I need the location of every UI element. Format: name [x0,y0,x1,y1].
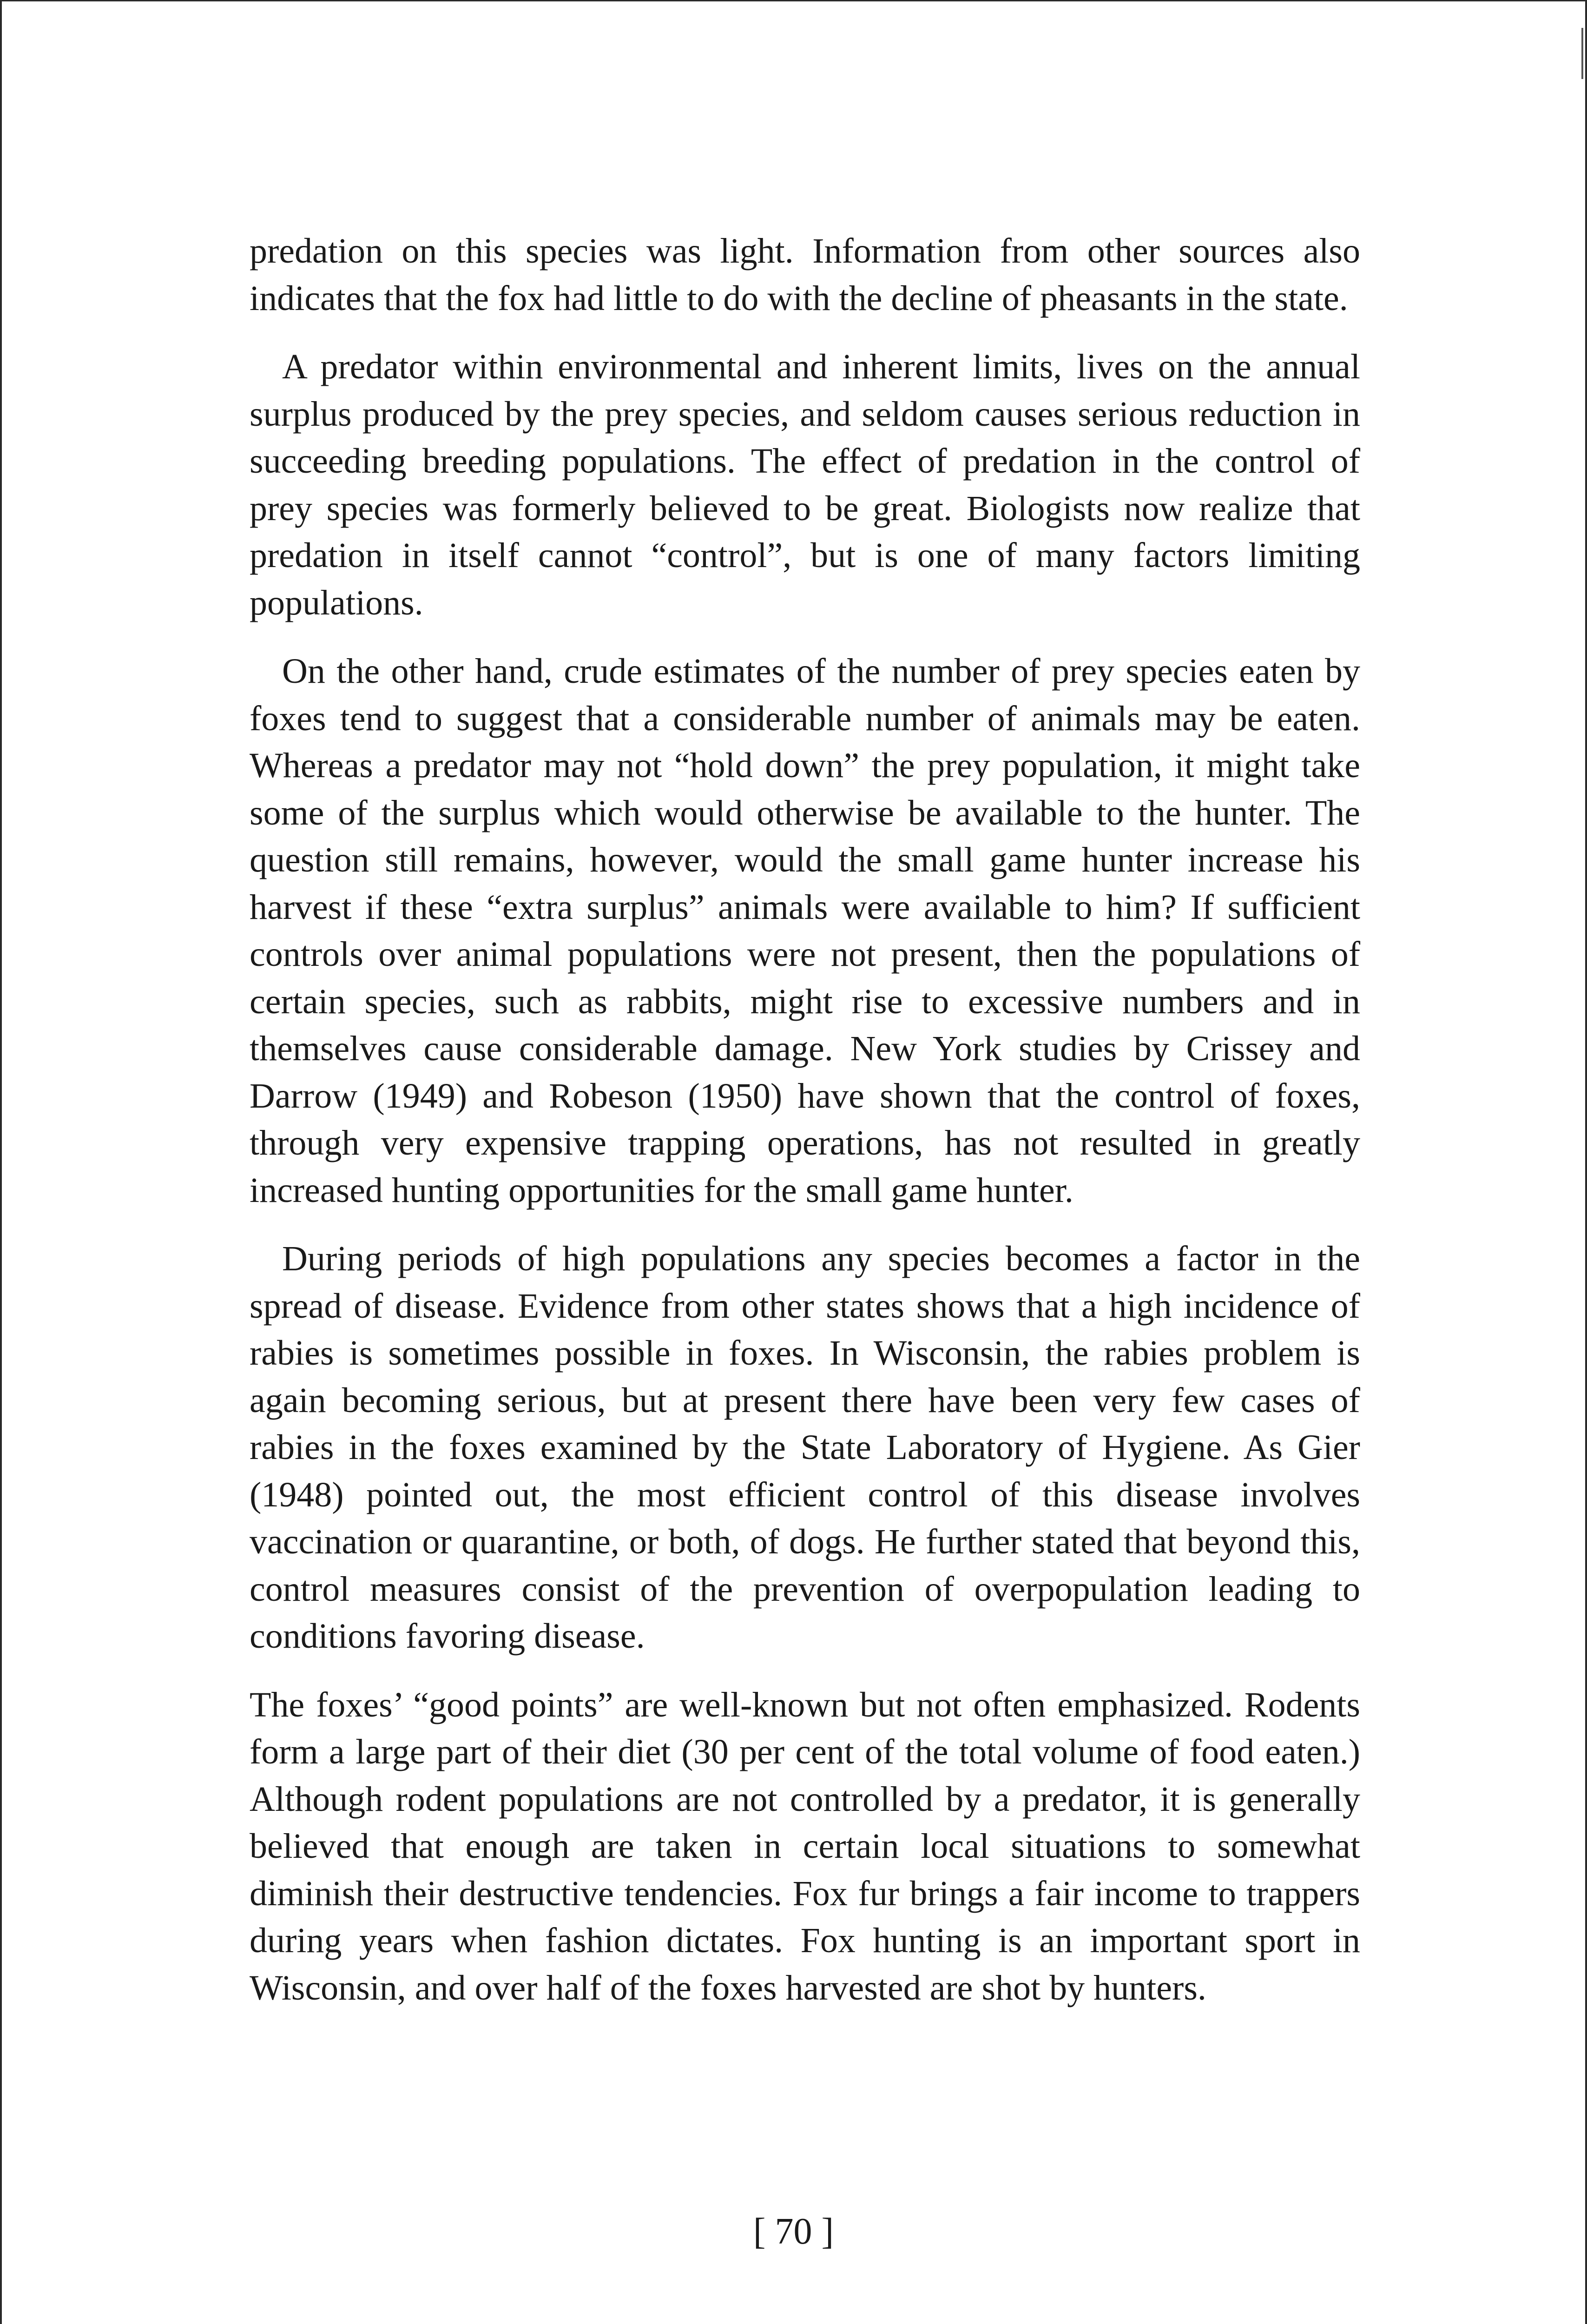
paragraph-2: A predator within environmental and inherent limits, lives on the annual surplus produced by the prey species, and seldom causes serious reduction in succeeding breeding populations. The effect of predation in the control of prey species was formerly believed to be great. Biologists now realize that predation in itself cannot “control”, but is one of many factors limiting populations. [250,347,1360,622]
paragraph-4: During periods of high populations any species becomes a factor in the spread of disease. Evidence from other states shows that a high incidence of rabies is sometimes possible in foxes. In Wisconsin, the rabies problem is again becoming serious, but at present there have been very few cases of rabies in the foxes examined by the State Laboratory of Hygiene. As Gier (1948) pointed out, the most efficient control of this disease involves vaccination or quarantine, or both, of dogs. He further stated that beyond this, control measures consist of the prevention of overpopulation leading to conditions favoring disease. [250,1239,1360,1656]
scan-edge-mark [1581,28,1583,79]
body-text [250,228,1360,2012]
paragraph-5: The foxes’ “good points” are well-known but not often emphasized. Rodents form a large part of their diet (30 per cent of the total volume of food eaten.) Although rodent populations are not controlled by a predator, it is generally believed that enough are taken in certain local situations to somewhat diminish their destructive tendencies. Fox fur brings a fair income to trappers during years when fashion dictates. Fox hunting is an important sport in Wisconsin, and over half of the foxes harvested are shot by hunters. [250,1685,1360,2007]
paragraph-3: On the other hand, crude estimates of the number of prey species eaten by foxes tend to suggest that a considerable number of animals may be eaten. Whereas a predator may not “hold down” the prey population, it might take some of the surplus which would otherwise be available to the hunter. The question still remains, however, would the small game hunter increase his harvest if these “extra surplus” animals were available to him? If sufficient controls over animal populations were not present, then the populations of certain species, such as rabbits, might rise to excessive numbers and in themselves cause considerable damage. New York studies by Crissey and Darrow (1949) and Robeson (1950) have shown that the control of foxes, through very expensive trapping operations, has not resulted in greatly increased hunting opportunities for the small game hunter. [250,652,1360,1210]
paragraph-1: predation on this species was light. Information from other sources also indicates that the fox had little to do with the decline of pheasants in the state. [250,231,1360,318]
page-number: [ 70 ] [753,2211,834,2252]
